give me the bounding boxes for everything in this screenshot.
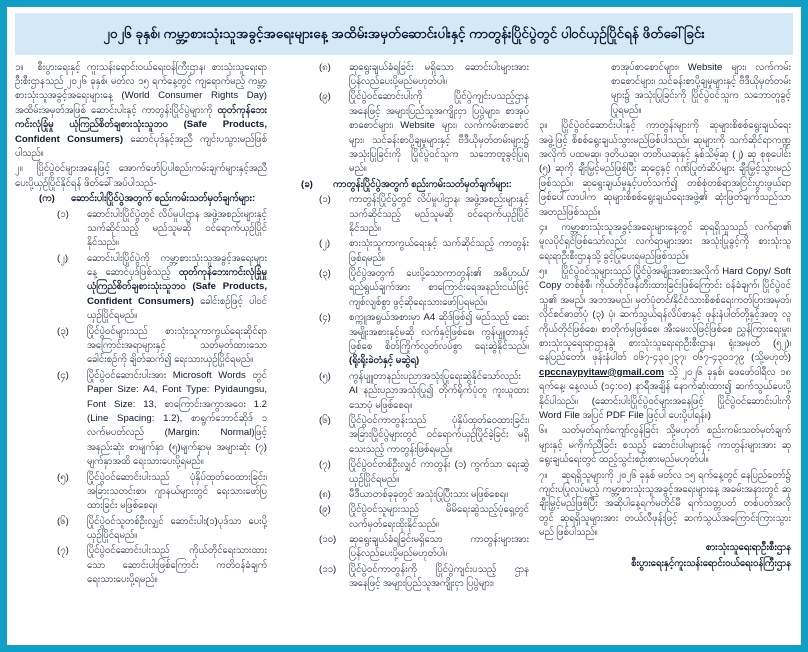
- item-label: (က): [39, 193, 55, 205]
- text-block: [277, 61, 529, 90]
- item-label: (၉): [319, 504, 331, 516]
- text-segment: ပြိုင်ပွဲအတွက် ပေးပို့သောကာတွန်း၏ အဓိပ္ပာယ်/ရည်ရွယ်ချက်အား စာကြောင်းရေအနည်းငယ်ဖြင့် ကျစ်လျစ်စွာ ဖွင့်ဆိုရေးသားဖော်ပြရမည်။: [349, 268, 529, 308]
- text-block: [277, 193, 529, 236]
- text-segment: ဆုရွေးချယ်ခံရခြင်းမရှိသော ကာတွန်းများအား ပြန်လည်ပေးပို့မည်မဟုတ်ပါ။: [349, 534, 529, 560]
- text-segment: ပြိုင်ပွဲဝင်ဆောင်းပါးနှင့် ကာတွန်းများကို ဆုများစိစစ်ရွေးချယ်ရေးအဖွဲ့ဖြင့် စိစစ်ရွေးချယ်သွားမည်ဖြစ်ပါသည်။ ဆုများကို သက်ဆိုင်ရာကဏ္ဍအလိုက် ပထမဆု၊ ဒုတိယဆု၊ တတိယဆုနှင့် နှစ်သိမ့်ဆု (၂) ဆု စုစုပေါင်း (၅) ဆုကို ချီးမြှင့်မည်ဖြစ်ပြီး ဆုငွေနှင့် ဂုဏ်ပြုတံဆိပ်များ ချီးမြှင့်သွားမည်ဖြစ်သည်။ ဆုရွေးချယ်မှုနှင့်ပတ်သက်၍ တစ်စုံတစ်ရာအငြင်းပွားဖွယ်ရာ ဖြစ်ပေါ်လာပါက ဆုများစိစစ်ရွေးချယ်ရေးအဖွဲ့၏ ဆုံးဖြတ်ချက်သည်သာ အတည်ဖြစ်သည်။: [539, 120, 791, 218]
- item-label: ၅။: [539, 266, 548, 278]
- item-label: ၂။: [15, 163, 23, 175]
- text-segment: ပြိုင်ပွဲဝင်သူများသည် ပြိုင်ပွဲအမျိုးအစားအလိုက် Hard Copy/ Soft Copy တစ်စုံစီ၊ ကိုယ်တိုင်ဖန်တီးထားခြင်းဖြစ်ကြောင်း ဝန်ခံချက်၊ ပြိုင်ပွဲဝင်သူ၏ အမည်၊ အဘအမည်၊ မှတ်ပုံတင်/နိုင်ငံသားစိစစ်ရေးကတ်ပြားအမှတ်၊ လိုင်စင်ဓာတ်ပုံ (၃) ပုံ၊ ဆက်သွယ်ရန်လိပ်စာနှင့် ဖုန်းနံပါတ်တို့နှင့်အတူ လူကိုယ်တိုင်ဖြစ်စေ၊ စာတိုက်မှဖြစ်စေ၊ အီးမေးလ်ဖြင့်ဖြစ်စေ ညွှန်ကြားရေးမှူး၊ စားသုံးသူရေးရာဌာနခွဲ၊ စားသုံးသူရေးရာဦးစီးဌာန၊ ရုံးအမှတ် (၅၂)၊ နေပြည်တော်၊ ဖုန်းနံပါတ် ၀၆၇-၄၃၀၂၃၇၊ ၀၆၇-၄၃၀၁၇၉ (သို့မဟုတ်): [539, 266, 791, 364]
- text-block: [15, 252, 267, 324]
- text-block: [277, 563, 529, 592]
- text-block: [539, 541, 791, 555]
- text-segment: cpccnaypyitaw@gmail.com: [539, 366, 665, 378]
- text-segment: ဆောင်ပုဒ်နှင့်အညီ ကျင်းပသွားမည်ဖြစ်ပါသည်။: [15, 133, 267, 159]
- text-segment: ထုတ်ကုန်ဘေးကင်းလုံခြုံမှု ယုံကြည်စိတ်ချစားသုံးသူဘဝ (Safe Products, Confident Consumers): [15, 104, 267, 145]
- text-block: [277, 370, 529, 413]
- text-segment: ပြိုင်ပွဲဝင်ဆောင်းပါးသည် ကိုယ်တိုင်ရေးသားထားသော ဆောင်းပါးဖြစ်ကြောင်း ကတိဝန်ခံချက် ရေးသားပေးပို့ရမည်။: [87, 545, 267, 586]
- item-label: (၄): [319, 312, 331, 324]
- item-label: (၂): [57, 252, 69, 264]
- item-label: (၇): [319, 459, 331, 471]
- text-segment: ထုတ်ကုန်ဘေးကင်းလုံခြုံမှု ယုံကြည်စိတ်ချစားသုံးသူဘဝ (Safe Products, Confident Consumers): [87, 267, 267, 307]
- text-segment: စာအုပ်စာစောင်များ၊ Website များ၊ လက်ကမ်းစာစောင်များ၊ သင်ခန်းစာပို့ချမှုများနှင့် ဗီဒီယိုမှတ်တမ်းများ၌ အသုံးပြုခြင်းကို ပြိုင်ပွဲဝင်သူက သဘောတူခွင့်ပြုရမည်။: [611, 61, 791, 116]
- text-segment: စားသုံးသူကာကွယ်ရေးနှင့် သက်ဆိုင်သည့် ကာတွန်းဖြစ်ရမည်။: [349, 238, 529, 264]
- text-segment: ပြိုင်ပွဲဝင်ကာတွန်းသည် ပုံနှိပ်ထုတ်ဝေထားခြင်း၊ အခြားပြိုင်ပွဲများတွင် ဝင်ရောက်ယှဉ်ပြိုင်ခဲ့ခြင်း မရှိသေးသည့် ကာတွန်းဖြစ်ရမည်။: [349, 414, 529, 455]
- text-block: [277, 458, 529, 487]
- text-block: [539, 557, 791, 571]
- text-block: [15, 208, 267, 251]
- text-block: [539, 221, 791, 264]
- text-block: [277, 533, 529, 562]
- text-block: [539, 424, 791, 467]
- item-label: (၅): [57, 471, 69, 483]
- text-segment: စက္ကူအရွယ်အစားမှာ A4 ဆိုဒ်ဖြစ်၍ မည်သည့် ဆေးအမျိုးအစားနှင့်မဆို လက်နှင့်ဖြစ်စေ၊ ကွန်ပျူတာနှင့်ဖြစ်စေ စိတ်ကြိုက်လွတ်လပ်စွာ ရေးဆွဲနိုင်သည်။: [349, 312, 529, 353]
- page-title: ၂၀၂၆ ခုနှစ်၊ ကမ္ဘာ့စားသုံးသူအခွင့်အရေးများနေ့ အထိမ်းအမှတ်ဆောင်းပါးနှင့် ကာတွန်းပြိုင်ပွဲတွင် ပါဝင်ယှဉ်ပြိုင်ရန် ဖိတ်ခေါ်ခြင်း: [15, 13, 793, 55]
- item-label: (၉): [319, 91, 331, 103]
- text-block: [277, 414, 529, 457]
- text-segment: ကွန်ပျူတာနည်းပညာအသုံးပြုရေးဆွဲနိုင်သော်လည်း AI နည်းပညာအသုံးပြု၍ တိုက်ရိုက်ပုံတူ ကူးယူထားသောပုံ မဖြစ်စေရ။: [349, 370, 529, 411]
- text-block: [15, 162, 267, 191]
- text-segment: ကမ္ဘာ့စားသုံးသူအခွင့်အရေးများနေ့တွင် ဆုရရှိသူသည် လက်ရာ၏ မူလပိုင်ရှင်ဖြစ်သော်လည်း လက်ရာများအား အသုံးပြုခွင့်ကို စားသုံးသူရေးရာဦးစီးဌာနသို့ ခွင့်ပြုပေးရမည်ဖြစ်သည်။: [539, 221, 791, 262]
- item-label: (၃): [319, 268, 331, 280]
- item-label: (၁၁): [319, 563, 337, 575]
- item-label: (၂): [319, 238, 331, 250]
- text-segment: စီးပွားရေးနှင့်ကူးသန်းရောင်းဝယ်ရေးဝန်ကြီးဌာန: [631, 557, 791, 569]
- text-block: [539, 265, 791, 423]
- text-block: [15, 325, 267, 368]
- text-segment: ပြိုင်ပွဲဝင်သူတစ်ဦးလျှင် ဆောင်းပါး(၁)ပုဒ်သာ ပေးပို့ယှဉ်ပြိုင်ရမည်။: [87, 515, 267, 542]
- text-block: [277, 178, 529, 192]
- text-segment: စီးပွားရေးနှင့် ကူးသန်းရောင်းဝယ်ရေးဝန်ကြီးဌာန၊ စားသုံးသူရေးရာဦးစီးဌာနသည် ၂၀၂၆ ခုနှစ်၊ မတ်လ ၁၅ ရက်နေ့တွင် ကျရောက်မည့် ကမ္ဘာ့စားသုံးသူအခွင့်အရေးများနေ့ (World Consumer Rights Day) အထိမ်းအမှတ်အဖြစ် ဆောင်းပါးနှင့် ကာတွန်းပြိုင်ပွဲများကို: [15, 61, 267, 116]
- column-2: [277, 61, 529, 647]
- text-segment: ဆုရွေးချယ်ခံရခြင်း မရှိသော ဆောင်းပါးများအား ပြန်လည်ပေးပို့မည်မဟုတ်ပါ။: [349, 61, 529, 87]
- text-segment: ပြိုင်ပွဲဝင်သူများသည် မိမိရေးဆွဲသည့်ပုံရှေ့တွင် လက်မှတ်ရေးထိုးနိုင်သည်။: [349, 504, 529, 530]
- text-segment: ဆုရရှိသူများကို ၂၀၂၆ ခုနှစ် မတ်လ ၁၅ ရက်နေ့တွင် နေပြည်တော်၌ ကျင်းပပြုလုပ်မည့် ကမ္ဘာ့စားသုံးသူအခွင့်အရေးများနေ့ အခမ်းအနားတွင် ဆုချီးမြှင့်မည်ဖြစ်ပြီး အဆိုပါနေ့ရက်မတိုင်မီ ရက်သတ္တပတ် တစ်ပတ်အလိုတွင် ဆုရရှိသူများအား တယ်လီဖုန်းဖြင့် ဆက်သွယ်အကြောင်းကြားသွားမည် ဖြစ်ပါသည်။: [539, 469, 791, 539]
- text-segment: ကာတွန်းပြိုင်ပွဲတွင် လိပ်မှုပါဌာန၊ အဖွဲ့အစည်းများနှင့်သက်ဆိုင်သည့် မည်သူမဆို ဝင်ရောက်ယှဉ်ပြိုင်နိုင်သည်။: [349, 194, 529, 234]
- item-label: (၁): [319, 194, 331, 206]
- text-segment: ပြိုင်ပွဲဝင်ဆောင်းပါးသည် ပုံနှိပ်ထုတ်ဝေထားခြင်း၊ အခြားသတင်းစာ၊ ဂျာနယ်များတွင် ရေးသားဖော်ပြထားခြင်း မဖြစ်စေရ။: [87, 471, 267, 512]
- text-block: [277, 90, 529, 176]
- item-label: (၆): [319, 414, 331, 426]
- item-label: (၄): [57, 369, 69, 381]
- item-label: (၁): [57, 208, 69, 220]
- text-segment: ပြိုင်ပွဲဝင်ကာတွန်းကို ပြိုင်ပွဲကျင်းပသည့် ဌာန အနေဖြင့် အများပြည်သူအကျိုးငှာ ပြပွဲများ၊: [349, 563, 529, 590]
- text-segment: သို့ ၂၀၂၆ ခုနှစ်၊ ဖေဖော်ဝါရီလ ၁၈ ရက်နေ့၊ နေ့လယ် (၁၄:၀၀) နာရီအချိန် နောက်ဆုံးထား၍ ဆက်သွယ်ပေးပို့နိုင်ပါသည်။ (ဆောင်းပါးပြိုင်ပွဲဝင်များအနေဖြင့် ပြိုင်ပွဲဝင်ဆောင်းပါးကို Word File အပြင် PDF File ဖြင့်ပါ ပေးပို့ပါရန်။): [539, 366, 791, 421]
- text-block: [539, 119, 791, 220]
- text-segment: မီဒီယာတစ်ခုခုတွင် အသုံးပြုပြီးသား မဖြစ်စေရ။: [349, 488, 509, 500]
- item-label: (၅): [319, 370, 331, 382]
- text-segment: စားသုံးသူရေးရာဦးစီးဌာန: [705, 542, 791, 554]
- column-3: [539, 61, 791, 647]
- text-block: [15, 515, 267, 544]
- text-segment: ခေါင်းစဉ်ဖြင့် ပါဝင်ယှဉ်ပြိုင်ရမည်။: [87, 295, 267, 322]
- item-label: ၁။: [15, 61, 24, 73]
- text-segment: ဆောင်းပါးပြိုင်ပွဲအတွက် စည်းကမ်းသတ်မှတ်ချက်များ:: [71, 193, 256, 205]
- text-segment: ပြိုင်ပွဲဝင်တစ်ဦးလျှင် ကာတွန်း (၁) ကွက်သာ ရေးဆွဲယှဉ်ပြိုင်ရမည်။: [349, 459, 529, 485]
- text-block: [277, 488, 529, 502]
- item-label: (၆): [57, 515, 69, 527]
- text-segment: ပြိုင်ပွဲဝင်များသည် စားသုံးသူကာကွယ်ရေးဆိုင်ရာ အကြောင်းအရာများနှင့် သတ်မှတ်ထားသော ခေါင်းစဉ်ကို ချိတ်ဆက်၍ ရေးသားယှဉ်ပြိုင်ရမည်။: [87, 325, 267, 366]
- item-label: (ခ): [301, 178, 313, 190]
- text-segment: ပြိုင်ပွဲဝင်ဆောင်းပါးကို ပြိုင်ပွဲကျင်းပသည့်ဌာန အနေဖြင့် အများပြည်သူအကျိုးငှာ ပြပွဲများ၊ စာအုပ်စာစောင်များ၊ Website များ၊ လက်ကမ်းစာစောင်များ၊ သင်ခန်းစာပို့ချမှုများနှင့် ဗီဒီယိုမှတ်တမ်းများ၌ အသုံးပြုခြင်းကို ပြိုင်ပွဲဝင်သူက သဘောတူခွင့်ပြုရမည်။: [349, 91, 529, 175]
- item-label: ၇။: [539, 469, 548, 481]
- text-block: [539, 469, 791, 541]
- text-columns: [15, 61, 793, 647]
- text-block: [277, 237, 529, 266]
- text-segment: သတ်မှတ်ရက်ကျော်လွန်ခြင်း သို့မဟုတ် စည်းကမ်းသတ်မှတ်ချက်များနှင့် မကိုက်ညီခြင်း စသည့် ဆောင်းပါးများနှင့် ကာတွန်းများအား ဆုရွေးချယ်ရေးတွင် ထည့်သွင်းစဉ်းစားမည်မဟုတ်ပါ။: [539, 425, 791, 466]
- text-block: [15, 369, 267, 470]
- item-label: (၈): [319, 61, 331, 73]
- item-label: ၃။: [539, 120, 548, 132]
- text-segment: ကာတွန်းပြိုင်ပွဲအတွက် စည်းကမ်းသတ်မှတ်ချက်များ:: [333, 178, 512, 190]
- text-block: [277, 503, 529, 532]
- text-block: [539, 61, 791, 119]
- item-label: (၈): [319, 488, 331, 500]
- text-segment: ဆောင်းပါးပြိုင်ပွဲတွင် လိပ်မှုပါဌာန အဖွဲ့အစည်းများနှင့် သက်ဆိုင်သည့် မည်သူမဆို ဝင်ရောက်ယှဉ်ပြိုင်နိုင်သည်။: [87, 208, 267, 249]
- column-1: [15, 61, 267, 647]
- text-block: [15, 471, 267, 514]
- item-label: (၇): [57, 545, 69, 557]
- item-label: ၆။: [539, 425, 548, 437]
- text-block: [277, 311, 529, 369]
- item-label: ၄။: [539, 221, 548, 233]
- text-segment: ပြိုင်ပွဲဝင်ဆောင်းပါးအား Microsoft Words တွင် Paper Size: A4, Font Type: Pyidaungsu, Font Size: 13, စာကြောင်းအကွာအဝေး 1.2 (Line Spacing: 1.2), စာရွက်ဘောင်ဆိုဒ် ၁ လက်မပတ်လည် (Margin: Normal)ဖြင့် အနည်းဆုံး စာမျက်နှာ (၅)မျက်နှာမှ အများဆုံး (၇) မျက်နှာအထိ ရေးသားပေးပို့ရမည်။: [87, 369, 267, 468]
- text-block: [277, 267, 529, 310]
- text-segment: ပြိုင်ပွဲဝင်များအနေဖြင့် အောက်ဖော်ပြပါစည်းကမ်းချက်များနှင့်အညီ ပေးပို့ယှဉ်ပြိုင်နိုင်ရန် ဖိတ်ခေါ်အပ်ပါသည်-: [15, 163, 267, 189]
- text-segment: (ရိုးရိုးခဲတံနှင့် မဆွဲရ): [349, 355, 420, 367]
- item-label: (၁၀): [319, 534, 337, 546]
- text-block: [15, 61, 267, 162]
- text-block: [15, 192, 267, 206]
- text-block: [15, 544, 267, 587]
- text-segment: ဆောင်းပါးပြိုင်ပွဲကို ကမ္ဘာ့စားသုံးသူအခွင့်အရေးများနေ့ ဆောင်ပုဒ်ဖြစ်သည့်: [87, 252, 267, 279]
- item-label: (၃): [57, 325, 69, 337]
